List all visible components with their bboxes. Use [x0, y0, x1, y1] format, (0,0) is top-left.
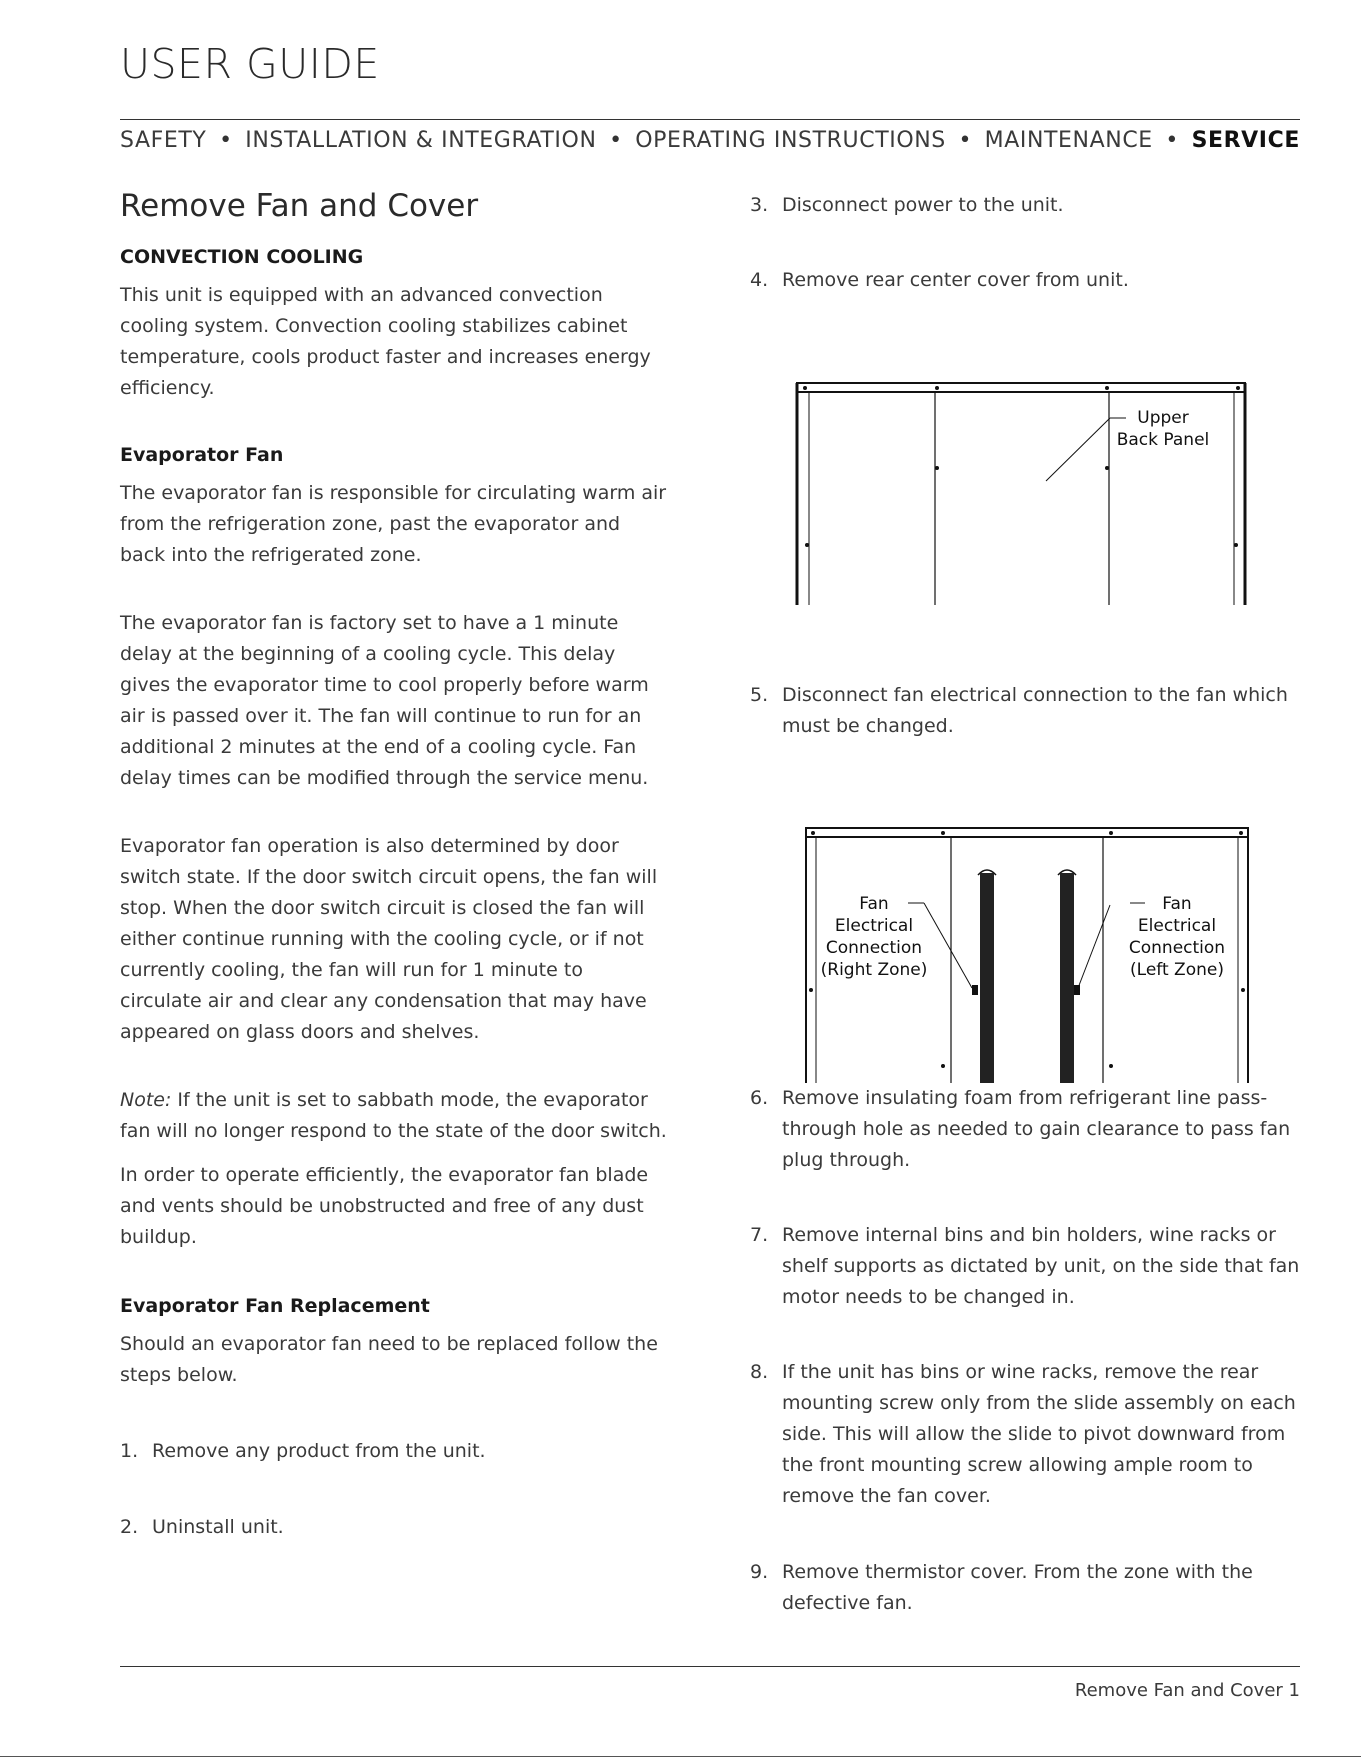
left-zone-fan-line	[1060, 873, 1074, 1083]
page-footer: Remove Fan and Cover 1	[1074, 1680, 1300, 1701]
upper-label-line2: Back Panel	[1116, 430, 1210, 450]
step-text: Disconnect fan electrical connection to the fan which must be changed.	[782, 684, 1288, 737]
step-item	[750, 1220, 1300, 1313]
nav-installation[interactable]: INSTALLATION & INTEGRATION	[245, 128, 597, 153]
nav-separator: •	[1165, 128, 1179, 153]
door-switch-paragraph: Evaporator fan operation is also determined by door switch state. If the door switch circuit opens, the fan will stop. When the door switch circuit is closed the fan will either continue running with the cooling cycle, or if not currently cooling, the fan will run for 1 minute to circulate air and clear any condensation that may have appeared on glass doors and shelves.	[120, 835, 658, 1043]
nav-separator: •	[609, 128, 623, 153]
section-heading: Remove Fan and Cover	[120, 188, 479, 224]
leader-line	[1046, 418, 1110, 481]
leader-line	[1078, 905, 1110, 988]
step-number: 3.	[750, 194, 769, 216]
leader-line	[924, 903, 972, 988]
step-number: 9.	[750, 1561, 769, 1583]
step-item	[750, 680, 1300, 742]
step-number: 5.	[750, 684, 769, 706]
page-title: USER GUIDE	[120, 40, 380, 88]
nav-safety[interactable]: SAFETY	[120, 128, 207, 153]
step-item	[750, 1357, 1300, 1512]
step-text: Remove insulating foam from refrigerant line pass-through hole as needed to gain clearance to pass fan plug through.	[782, 1087, 1291, 1171]
step-number: 4.	[750, 269, 769, 291]
step-item	[120, 1436, 670, 1467]
step-text: Uninstall unit.	[152, 1516, 284, 1538]
right-zone-connector	[972, 985, 978, 995]
step-number: 2.	[120, 1516, 139, 1538]
efficiency-paragraph: In order to operate efficiently, the evaporator fan blade and vents should be unobstructed and free of any dust buildup.	[120, 1164, 649, 1248]
step-number: 1.	[120, 1440, 139, 1462]
step-text: Remove internal bins and bin holders, wine racks or shelf supports as dictated by unit, on the side that fan motor needs to be changed in.	[782, 1224, 1300, 1308]
upper-back-panel-diagram	[795, 380, 1250, 605]
step-text: Remove any product from the unit.	[152, 1440, 486, 1462]
fan-connection-diagram	[800, 825, 1255, 1083]
step-text: If the unit has bins or wine racks, remove the rear mounting screw only from the slide assembly on each side. This will allow the slide to pivot downward from the front mounting screw allowing ample room to remove the fan cover.	[782, 1361, 1296, 1507]
note-label: Note:	[120, 1089, 172, 1111]
nav-separator: •	[958, 128, 973, 153]
evaporator-fan-paragraph: The evaporator fan is responsible for circulating warm air from the refrigeration zone, past the evaporator and back into the refrigerated zone.	[120, 482, 667, 566]
step-item	[750, 190, 1300, 221]
step-number: 6.	[750, 1087, 769, 1109]
step-item	[750, 1083, 1300, 1176]
convection-cooling-heading: CONVECTION COOLING	[120, 246, 364, 268]
nav-maintenance[interactable]: MAINTENANCE	[984, 128, 1153, 153]
page-edge	[0, 1756, 1361, 1757]
left-column	[120, 188, 670, 1543]
right-fan-label: Connection	[1128, 938, 1226, 958]
nav-operating-instructions[interactable]: OPERATING INSTRUCTIONS	[635, 128, 946, 153]
left-zone-connector	[1074, 985, 1080, 995]
nav-separator: •	[219, 128, 233, 153]
left-fan-label: Connection	[825, 938, 923, 958]
fan-replacement-heading: Evaporator Fan Replacement	[120, 1295, 430, 1317]
step-item	[120, 1512, 670, 1543]
header-divider	[120, 119, 1300, 120]
convection-paragraph: This unit is equipped with an advanced convection cooling system. Convection cooling stabilizes cabinet temperature, cools product faster and increases energy efficiency.	[120, 284, 651, 399]
panel-top-frame	[797, 383, 1245, 392]
fan-delay-paragraph: The evaporator fan is factory set to have a 1 minute delay at the beginning of a cooling cycle. This delay gives the evaporator time to cool properly before warm air is passed over it. The fan will continue to run for an additional 2 minutes at the end of a cooling cycle. Fan delay times can be modified through the service menu.	[120, 612, 649, 789]
left-fan-label: Fan	[859, 894, 889, 914]
note-text: If the unit is set to sabbath mode, the evaporator fan will no longer respond to the state of the door switch.	[120, 1089, 667, 1142]
step-text: Disconnect power to the unit.	[782, 194, 1064, 216]
sabbath-note	[120, 1085, 670, 1147]
left-fan-label: (Right Zone)	[820, 960, 928, 980]
footer-divider	[120, 1666, 1300, 1667]
evaporator-fan-heading: Evaporator Fan	[120, 444, 284, 466]
left-fan-label: Electrical	[834, 916, 914, 936]
step-number: 7.	[750, 1224, 769, 1246]
panel-top-frame	[806, 828, 1248, 837]
nav-service[interactable]: SERVICE	[1191, 128, 1300, 153]
step-item	[750, 1557, 1300, 1619]
right-fan-label: Electrical	[1137, 916, 1217, 936]
right-fan-label: (Left Zone)	[1130, 960, 1224, 980]
step-text: Remove thermistor cover. From the zone with the defective fan.	[782, 1561, 1253, 1614]
step-text: Remove rear center cover from unit.	[782, 269, 1129, 291]
step-item	[750, 265, 1300, 296]
upper-label-line1: Upper	[1137, 408, 1189, 428]
step-number: 8.	[750, 1361, 769, 1383]
right-fan-label: Fan	[1162, 894, 1192, 914]
right-zone-fan-line	[980, 873, 994, 1083]
fan-replacement-intro: Should an evaporator fan need to be replaced follow the steps below.	[120, 1333, 658, 1386]
section-nav	[120, 128, 1300, 153]
